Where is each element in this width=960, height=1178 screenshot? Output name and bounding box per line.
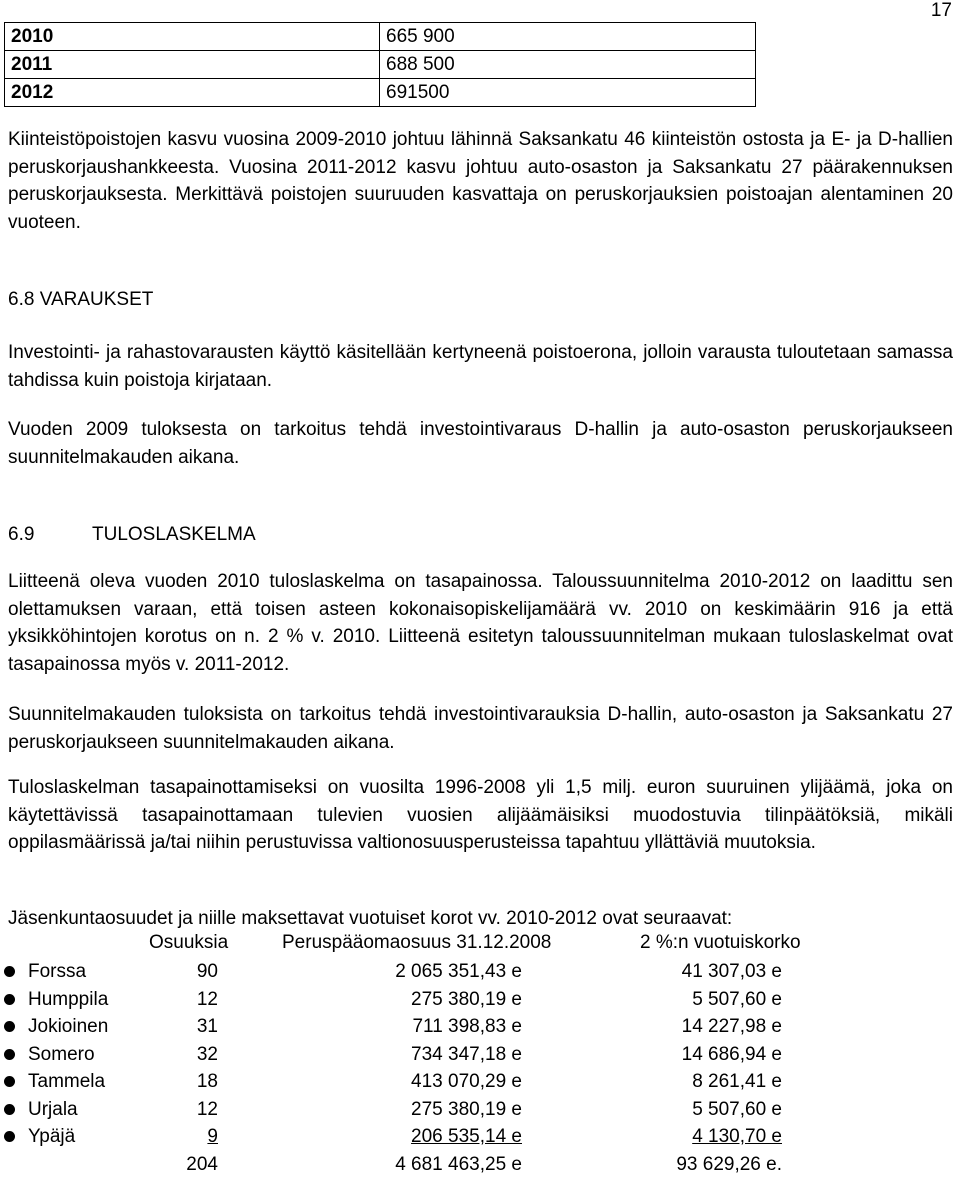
bullet-icon — [4, 1076, 15, 1087]
amount-cell: 665 900 — [380, 23, 756, 51]
paragraph-reserve-plan: Vuoden 2009 tuloksesta on tarkoitus tehdä investointivaraus D-hallin ja auto-osaston peruskorjaukseen suunnitelmakauden aikana. — [8, 416, 953, 471]
total-capital: 4 681 463,25 e — [330, 1151, 522, 1178]
amount-cell: 688 500 — [380, 51, 756, 79]
total-interest: 93 629,26 e. — [600, 1151, 782, 1178]
interest-cell: 41 307,03 e — [600, 958, 782, 986]
shares-table-header — [0, 932, 960, 960]
bullet-icon — [4, 1049, 15, 1060]
heading-number: 6.8 — [8, 289, 34, 310]
table-row — [0, 1123, 960, 1151]
page-number: 17 — [931, 0, 952, 22]
interest-cell: 14 227,98 e — [600, 1013, 782, 1041]
interest-cell: 4 130,70 e — [600, 1123, 782, 1151]
capital-cell: 413 070,29 e — [330, 1068, 522, 1096]
bullet-icon — [4, 1104, 15, 1115]
year-cell: 2010 — [5, 23, 380, 51]
capital-cell: 2 065 351,43 e — [330, 958, 522, 986]
shares-cell: 18 — [165, 1068, 218, 1096]
interest-cell: 8 261,41 e — [600, 1068, 782, 1096]
depreciation-table — [4, 22, 756, 107]
column-header-capital: Peruspääomaosuus 31.12.2008 — [282, 932, 551, 954]
interest-cell: 5 507,60 e — [600, 1096, 782, 1124]
capital-cell: 275 380,19 e — [330, 986, 522, 1014]
paragraph-shares-intro: Jäsenkuntaosuudet ja niille maksettavat vuotuiset korot vv. 2010-2012 ovat seuraavat: — [8, 905, 953, 933]
paragraph-income-statement: Liitteenä oleva vuoden 2010 tuloslaskelma on tasapainossa. Taloussuunnitelma 2010-2012 on laadittu sen olettamuksen varaan, että toisen asteen kokonaisopiskelijamäärä vv. 2010 on keskimäärin 916 ja että yksikköhintojen korotus on n. 2 % v. 2010. Liitteenä esitetyn taloussuunnitelman mukaan tuloslaskelmat ovat tasapainossa myös v. 2011-2012. — [8, 568, 953, 678]
shares-table — [0, 958, 960, 1178]
heading-reserves — [8, 286, 153, 313]
column-header-shares: Osuuksia — [149, 932, 228, 954]
year-cell: 2012 — [5, 79, 380, 107]
table-row — [5, 79, 756, 107]
bullet-icon — [4, 966, 15, 977]
table-row — [0, 958, 960, 986]
heading-income-statement — [8, 521, 256, 548]
shares-cell: 90 — [165, 958, 218, 986]
capital-cell: 275 380,19 e — [330, 1096, 522, 1124]
total-shares: 204 — [165, 1151, 218, 1178]
paragraph-investment-reserves: Suunnitelmakauden tuloksista on tarkoitus tehdä investointivarauksia D-hallin, auto-osaston ja Saksankatu 27 peruskorjaukseen suunnitelmakauden aikana. — [8, 701, 953, 756]
interest-cell: 5 507,60 e — [600, 986, 782, 1014]
paragraph-reserves-usage: Investointi- ja rahastovarausten käyttö käsitellään kertyneenä poistoerona, jolloin varausta tuloutetaan samassa tahdissa kuin poistoja kirjataan. — [8, 339, 953, 394]
amount-cell: 691500 — [380, 79, 756, 107]
table-row — [0, 1068, 960, 1096]
capital-cell: 206 535,14 e — [330, 1123, 522, 1151]
municipality-cell: Jokioinen — [28, 1013, 108, 1041]
table-row — [0, 1013, 960, 1041]
year-cell: 2011 — [5, 51, 380, 79]
interest-cell: 14 686,94 e — [600, 1041, 782, 1069]
table-row — [0, 986, 960, 1014]
municipality-cell: Forssa — [28, 958, 86, 986]
shares-cell: 12 — [165, 986, 218, 1014]
paragraph-depreciation: Kiinteistöpoistojen kasvu vuosina 2009-2010 johtuu lähinnä Saksankatu 46 kiinteistön ostosta ja E- ja D-hallien peruskorjaushankkeesta. Vuosina 2011-2012 kasvu johtuu auto-osaston ja Saksankatu 27 päärakennuksen peruskorjauksesta. Merkittävä poistojen suuruuden kasvattaja on peruskorjauksien poistoajan alentaminen 20 vuoteen. — [8, 126, 953, 236]
table-row — [5, 23, 756, 51]
municipality-cell: Humppila — [28, 986, 108, 1014]
heading-title: VARAUKSET — [40, 289, 154, 310]
shares-cell: 31 — [165, 1013, 218, 1041]
heading-number: 6.9 — [8, 521, 92, 548]
total-row — [0, 1151, 960, 1178]
capital-cell: 711 398,83 e — [330, 1013, 522, 1041]
bullet-icon — [4, 994, 15, 1005]
table-row — [0, 1096, 960, 1124]
paragraph-surplus: Tuloslaskelman tasapainottamiseksi on vuosilta 1996-2008 yli 1,5 milj. euron suuruinen ylijäämä, joka on käytettävissä tasapainottamaan tulevien vuosien alijäämäisiksi muodostuvia tilinpäätöksiä, mikäli oppilasmäärissä ja/tai niihin perustuvissa valtionosuusperusteissa tapahtuu yllättäviä muutoksia. — [8, 774, 953, 857]
column-header-interest: 2 %:n vuotuiskorko — [640, 932, 801, 954]
municipality-cell: Somero — [28, 1041, 95, 1069]
municipality-cell: Ypäjä — [28, 1123, 75, 1151]
table-row — [0, 1041, 960, 1069]
shares-cell: 32 — [165, 1041, 218, 1069]
bullet-icon — [4, 1131, 15, 1142]
municipality-cell: Urjala — [28, 1096, 78, 1124]
bullet-icon — [4, 1021, 15, 1032]
table-row — [5, 51, 756, 79]
shares-cell: 9 — [165, 1123, 218, 1151]
municipality-cell: Tammela — [28, 1068, 105, 1096]
shares-cell: 12 — [165, 1096, 218, 1124]
capital-cell: 734 347,18 e — [330, 1041, 522, 1069]
heading-title: TULOSLASKELMA — [92, 524, 256, 545]
